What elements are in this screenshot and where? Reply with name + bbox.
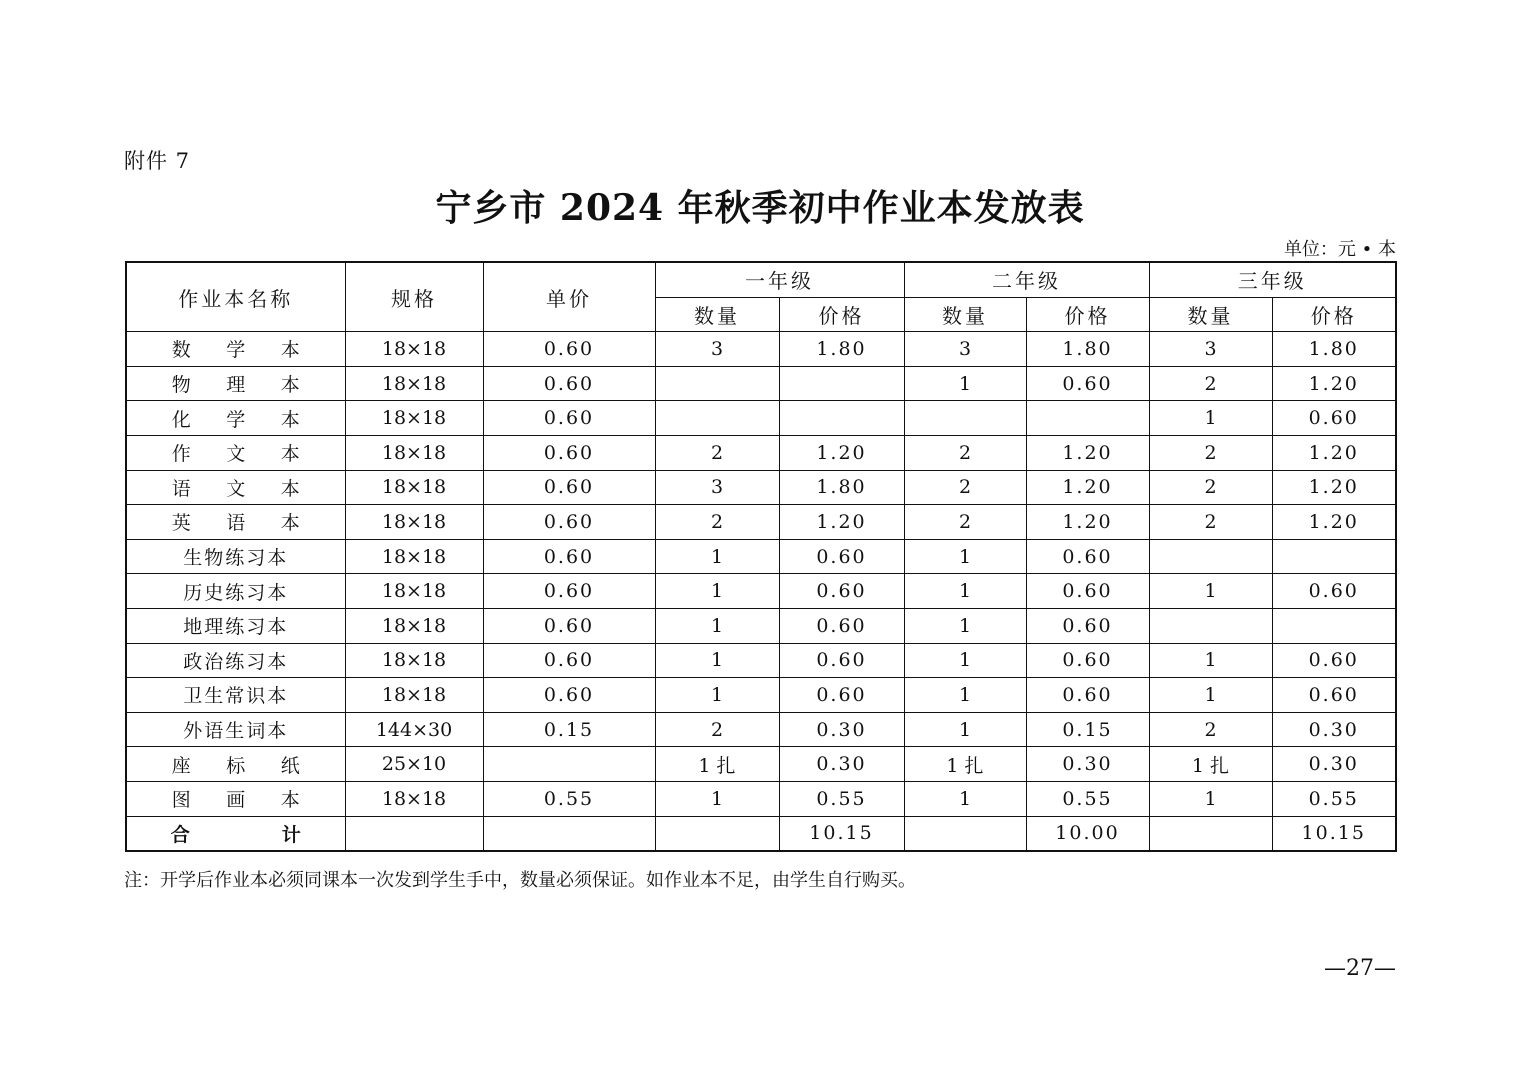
cell-g1-price: 0.60 xyxy=(779,643,904,678)
header-grade3: 三年级 xyxy=(1149,262,1396,297)
cell-unit-price: 0.60 xyxy=(483,505,655,540)
cell-g2-qty xyxy=(904,401,1026,436)
cell-g1-price: 0.30 xyxy=(779,712,904,747)
table-row xyxy=(126,781,1396,816)
cell-g3-price: 0.60 xyxy=(1272,678,1396,713)
table-row xyxy=(126,678,1396,713)
cell-g3-price: 1.20 xyxy=(1272,366,1396,401)
cell-g2-qty: 1 xyxy=(904,366,1026,401)
cell-g2-qty: 1 xyxy=(904,608,1026,643)
total-spec xyxy=(345,816,483,851)
total-g3-price: 10.15 xyxy=(1272,816,1396,851)
cell-g2-price: 1.20 xyxy=(1026,435,1149,470)
cell-g3-price: 0.60 xyxy=(1272,574,1396,609)
cell-g3-qty: 1 xyxy=(1149,781,1272,816)
cell-g3-qty: 2 xyxy=(1149,505,1272,540)
cell-g3-qty: 1 xyxy=(1149,643,1272,678)
cell-spec: 18×18 xyxy=(345,643,483,678)
cell-spec: 18×18 xyxy=(345,539,483,574)
cell-unit-price: 0.60 xyxy=(483,435,655,470)
cell-name: 历史练习本 xyxy=(126,574,345,609)
cell-g1-price: 1.20 xyxy=(779,435,904,470)
cell-g1-price xyxy=(779,401,904,436)
table-row xyxy=(126,332,1396,367)
cell-g2-qty: 1 xyxy=(904,643,1026,678)
table-row xyxy=(126,539,1396,574)
cell-g2-qty: 3 xyxy=(904,332,1026,367)
cell-g3-price xyxy=(1272,539,1396,574)
cell-g3-price: 0.60 xyxy=(1272,401,1396,436)
table-row xyxy=(126,574,1396,609)
cell-g3-price: 1.20 xyxy=(1272,470,1396,505)
table-row xyxy=(126,366,1396,401)
cell-g1-price xyxy=(779,366,904,401)
cell-name xyxy=(126,401,345,436)
cell-spec: 18×18 xyxy=(345,401,483,436)
cell-g3-price: 1.20 xyxy=(1272,435,1396,470)
table-row xyxy=(126,747,1396,782)
table-body xyxy=(126,332,1396,816)
cell-g1-qty: 1 xyxy=(655,678,779,713)
cell-g2-price xyxy=(1026,401,1149,436)
cell-g1-price: 0.55 xyxy=(779,781,904,816)
cell-g3-qty: 1 xyxy=(1149,574,1272,609)
cell-g3-price: 0.55 xyxy=(1272,781,1396,816)
cell-g3-price xyxy=(1272,608,1396,643)
cell-unit-price: 0.60 xyxy=(483,470,655,505)
name-text: 物 理 本 xyxy=(171,374,300,397)
cell-name: 外语生词本 xyxy=(126,712,345,747)
table-row xyxy=(126,435,1396,470)
cell-g1-qty: 1 xyxy=(655,643,779,678)
cell-g3-price: 0.30 xyxy=(1272,712,1396,747)
header-row-top xyxy=(126,262,1396,297)
cell-g2-price: 1.20 xyxy=(1026,470,1149,505)
header-g3-price: 价格 xyxy=(1272,297,1396,332)
cell-g3-qty xyxy=(1149,608,1272,643)
cell-g2-price: 0.60 xyxy=(1026,574,1149,609)
cell-spec: 18×18 xyxy=(345,574,483,609)
table-row xyxy=(126,712,1396,747)
cell-g1-price: 0.60 xyxy=(779,678,904,713)
cell-spec: 18×18 xyxy=(345,435,483,470)
cell-unit-price: 0.55 xyxy=(483,781,655,816)
cell-g2-qty: 2 xyxy=(904,470,1026,505)
cell-unit-price: 0.60 xyxy=(483,643,655,678)
cell-spec: 18×18 xyxy=(345,366,483,401)
cell-unit-price: 0.60 xyxy=(483,366,655,401)
cell-g3-qty: 2 xyxy=(1149,712,1272,747)
header-grade1: 一年级 xyxy=(655,262,904,297)
cell-g3-qty: 2 xyxy=(1149,435,1272,470)
cell-g3-qty: 1 扎 xyxy=(1149,747,1272,782)
cell-g2-price: 0.60 xyxy=(1026,366,1149,401)
table-row xyxy=(126,505,1396,540)
cell-g1-qty: 1 xyxy=(655,781,779,816)
cell-g2-qty: 1 xyxy=(904,712,1026,747)
total-row xyxy=(126,816,1396,851)
cell-g1-qty xyxy=(655,366,779,401)
cell-name: 地理练习本 xyxy=(126,608,345,643)
cell-g3-price: 0.30 xyxy=(1272,747,1396,782)
name-text: 图 画 本 xyxy=(171,789,300,812)
cell-unit-price: 0.60 xyxy=(483,401,655,436)
header-unit-price: 单价 xyxy=(483,262,655,332)
cell-g1-price: 1.80 xyxy=(779,470,904,505)
cell-name xyxy=(126,505,345,540)
cell-g2-qty: 1 扎 xyxy=(904,747,1026,782)
cell-g3-qty: 1 xyxy=(1149,401,1272,436)
cell-g3-price: 0.60 xyxy=(1272,643,1396,678)
cell-g1-price: 1.20 xyxy=(779,505,904,540)
cell-unit-price: 0.60 xyxy=(483,678,655,713)
cell-name xyxy=(126,781,345,816)
cell-g1-price: 1.80 xyxy=(779,332,904,367)
table-row xyxy=(126,643,1396,678)
cell-spec: 18×18 xyxy=(345,678,483,713)
cell-unit-price xyxy=(483,747,655,782)
footnote: 注：开学后作业本必须同课本一次发到学生手中，数量必须保证。如作业本不足，由学生自行购买。 xyxy=(124,870,916,891)
cell-g1-price: 0.60 xyxy=(779,608,904,643)
cell-name: 生物练习本 xyxy=(126,539,345,574)
header-grade2: 二年级 xyxy=(904,262,1149,297)
cell-spec: 18×18 xyxy=(345,332,483,367)
header-spec: 规格 xyxy=(345,262,483,332)
cell-spec: 18×18 xyxy=(345,608,483,643)
cell-name xyxy=(126,435,345,470)
cell-g3-price: 1.80 xyxy=(1272,332,1396,367)
cell-g2-price: 1.80 xyxy=(1026,332,1149,367)
cell-name xyxy=(126,747,345,782)
cell-g2-price: 0.55 xyxy=(1026,781,1149,816)
cell-g2-qty: 2 xyxy=(904,435,1026,470)
cell-name xyxy=(126,470,345,505)
header-g3-qty: 数量 xyxy=(1149,297,1272,332)
total-g1-price: 10.15 xyxy=(779,816,904,851)
header-g1-price: 价格 xyxy=(779,297,904,332)
header-g1-qty: 数量 xyxy=(655,297,779,332)
cell-g3-qty: 2 xyxy=(1149,366,1272,401)
cell-g2-qty: 1 xyxy=(904,539,1026,574)
cell-g2-price: 0.60 xyxy=(1026,608,1149,643)
cell-g1-qty xyxy=(655,401,779,436)
table-row xyxy=(126,401,1396,436)
cell-spec: 25×10 xyxy=(345,747,483,782)
cell-g1-price: 0.60 xyxy=(779,539,904,574)
cell-g1-price: 0.30 xyxy=(779,747,904,782)
total-label-cell xyxy=(126,816,345,851)
cell-g2-price: 1.20 xyxy=(1026,505,1149,540)
name-text: 英 语 本 xyxy=(171,512,300,535)
cell-g1-qty: 1 扎 xyxy=(655,747,779,782)
total-g1-qty xyxy=(655,816,779,851)
cell-g1-qty: 1 xyxy=(655,539,779,574)
cell-g3-qty: 2 xyxy=(1149,470,1272,505)
distribution-table xyxy=(125,261,1397,852)
total-label: 合 计 xyxy=(170,823,301,846)
cell-g2-qty: 1 xyxy=(904,678,1026,713)
cell-g2-price: 0.30 xyxy=(1026,747,1149,782)
cell-unit-price: 0.60 xyxy=(483,539,655,574)
table-row xyxy=(126,608,1396,643)
cell-spec: 18×18 xyxy=(345,781,483,816)
name-text: 语 文 本 xyxy=(171,477,300,500)
cell-name xyxy=(126,332,345,367)
total-g2-price: 10.00 xyxy=(1026,816,1149,851)
name-text: 化 学 本 xyxy=(171,408,300,431)
cell-spec: 144×30 xyxy=(345,712,483,747)
total-g2-qty xyxy=(904,816,1026,851)
table-row xyxy=(126,470,1396,505)
cell-g2-qty: 1 xyxy=(904,574,1026,609)
cell-unit-price: 0.60 xyxy=(483,608,655,643)
total-unit-price xyxy=(483,816,655,851)
name-text: 座 标 纸 xyxy=(171,754,300,777)
cell-g2-price: 0.60 xyxy=(1026,643,1149,678)
cell-g1-qty: 1 xyxy=(655,574,779,609)
cell-g1-price: 0.60 xyxy=(779,574,904,609)
cell-unit-price: 0.60 xyxy=(483,332,655,367)
cell-unit-price: 0.60 xyxy=(483,574,655,609)
header-g2-price: 价格 xyxy=(1026,297,1149,332)
name-text: 作 文 本 xyxy=(171,443,300,466)
unit-label: 单位：元 • 本 xyxy=(1283,239,1396,260)
cell-name: 政治练习本 xyxy=(126,643,345,678)
cell-g3-qty: 3 xyxy=(1149,332,1272,367)
name-text: 数 学 本 xyxy=(171,339,300,362)
cell-g1-qty: 2 xyxy=(655,712,779,747)
cell-g2-price: 0.60 xyxy=(1026,678,1149,713)
cell-unit-price: 0.15 xyxy=(483,712,655,747)
attachment-label: 附件 7 xyxy=(124,149,191,173)
cell-g1-qty: 1 xyxy=(655,608,779,643)
cell-g2-price: 0.60 xyxy=(1026,539,1149,574)
cell-g1-qty: 3 xyxy=(655,470,779,505)
header-g2-qty: 数量 xyxy=(904,297,1026,332)
cell-spec: 18×18 xyxy=(345,470,483,505)
cell-g3-qty xyxy=(1149,539,1272,574)
cell-g1-qty: 2 xyxy=(655,505,779,540)
cell-name: 卫生常识本 xyxy=(126,678,345,713)
total-g3-qty xyxy=(1149,816,1272,851)
page-number: —27— xyxy=(1324,956,1396,981)
cell-g2-qty: 1 xyxy=(904,781,1026,816)
cell-g3-price: 1.20 xyxy=(1272,505,1396,540)
cell-g2-price: 0.15 xyxy=(1026,712,1149,747)
page-title: 宁乡市 2024 年秋季初中作业本发放表 xyxy=(435,187,1085,229)
cell-g1-qty: 2 xyxy=(655,435,779,470)
cell-g1-qty: 3 xyxy=(655,332,779,367)
cell-g3-qty: 1 xyxy=(1149,678,1272,713)
cell-spec: 18×18 xyxy=(345,505,483,540)
cell-g2-qty: 2 xyxy=(904,505,1026,540)
cell-name xyxy=(126,366,345,401)
header-name: 作业本名称 xyxy=(126,262,345,332)
